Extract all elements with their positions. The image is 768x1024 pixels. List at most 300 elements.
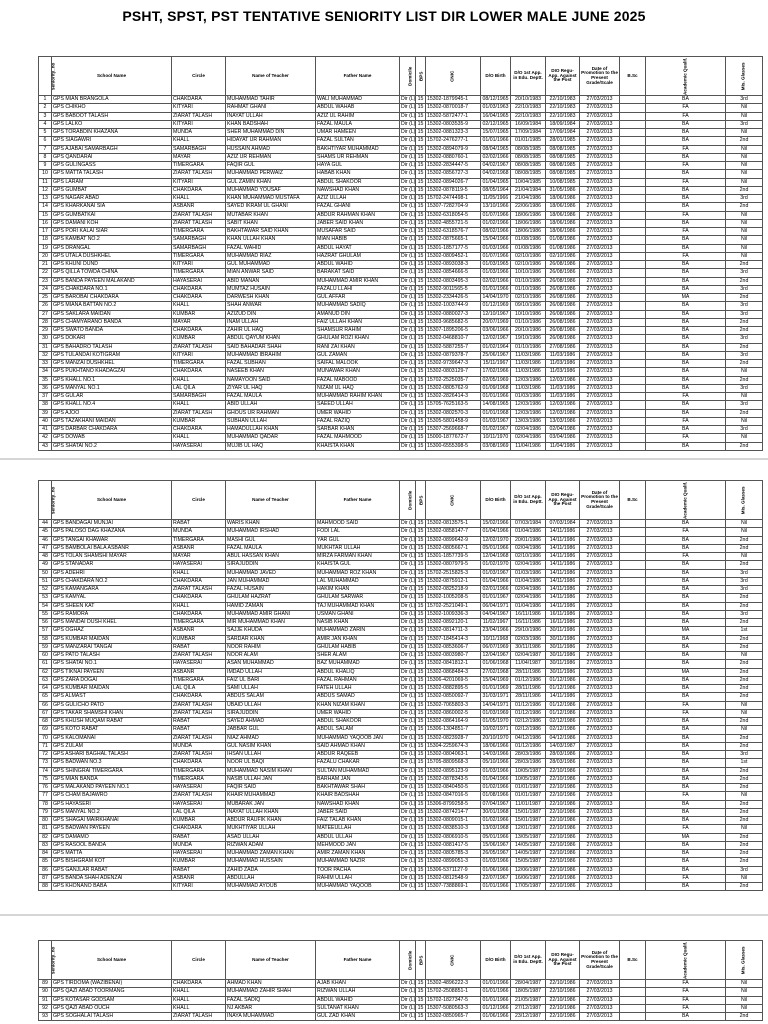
cell-teacher: SIRAJUDDIN [226, 561, 316, 569]
page-title: PSHT, SPST, PST TENTATIVE SENIORITY LIST DIR LOWER MALE JUNE 2025 [122, 8, 646, 24]
cell-domicile: Dir (L) [401, 335, 416, 342]
cell-dor: 22/10/1986 [546, 1013, 580, 1021]
cell-school: GPS BADWAN NO.3 [52, 759, 172, 767]
cell-teacher: RIZWAN ADAM [226, 841, 316, 849]
cell-dor: 27/08/1986 [546, 343, 580, 351]
cell-bsc [620, 561, 646, 569]
cell-sno: 90 [39, 988, 52, 996]
cell-bsc [620, 1004, 646, 1012]
cell-circle: KHALL [172, 137, 226, 145]
cell-dor: 26/08/1986 [546, 285, 580, 293]
cell-circle: CHAKDARA [172, 610, 226, 618]
cell-domicile: Dir (L) [401, 996, 416, 1003]
cell-dob: 01/01/1968 [481, 409, 511, 417]
cell-doa: 02/10/1986 [511, 252, 546, 260]
cell-cnic: 15301-1857739-5 [426, 553, 481, 561]
cell-dob: 01/04/1966 [481, 775, 511, 783]
cell-glasses: Nil [726, 701, 763, 709]
header-label: D/O 1st App. in Edu. Deptt. [513, 70, 543, 80]
cell-teacher: AHMAD KHAN [226, 980, 316, 988]
cell-dob: 17/02/1966 [481, 368, 511, 376]
cell-sno: 57 [39, 627, 52, 635]
cell-sno: 73 [39, 759, 52, 767]
cell-father: MUHAMMAD ROZ KHAN [316, 569, 400, 577]
cell-dob: 18/06/1966 [481, 742, 511, 750]
cell-glasses: 3rd [726, 610, 763, 618]
cell-academic: BA [646, 660, 726, 668]
cell-sno: 66 [39, 701, 52, 709]
cell-teacher: MUJIB UL HAQ [226, 442, 316, 450]
cell-circle: ZIARAT TALASH [172, 112, 226, 120]
cell-father: KHAISTA GUL [316, 561, 400, 569]
cell-sno: 30 [39, 335, 52, 343]
cell-dob: 02/02/1966 [481, 153, 511, 161]
cell-school: GPS RAMORA [52, 610, 172, 618]
cell-domicile: Dir (L) [401, 980, 416, 987]
cell-dob: 08/02/1966 [481, 228, 511, 236]
cell-academic: BA [646, 195, 726, 203]
header-col-dop [580, 481, 620, 520]
cell-doa: 23/12/1987 [511, 1013, 546, 1021]
header-col-dob [481, 481, 511, 520]
cell-sno: 58 [39, 635, 52, 643]
cell-bps: 15 [416, 980, 426, 988]
cell-bsc [620, 269, 646, 277]
cell-school: GPS PUKHTANO KHADAGZAI [52, 368, 172, 376]
cell-father: ABDUL WAHID [316, 261, 400, 269]
cell-dor: 14/11/1986 [546, 577, 580, 585]
cell-doa: 21/05/1987 [511, 996, 546, 1004]
cell-teacher: FAZAL MAULA [226, 393, 316, 401]
cell-glasses: 3rd [726, 351, 763, 359]
cell-school: GPS MANYAL NO.2 [52, 808, 172, 816]
cell-dop: 27/03/2013 [580, 569, 620, 577]
cell-father: UMER WAHID [316, 709, 400, 717]
cell-dor: 22/10/1986 [546, 841, 580, 849]
cell-doa: 01/01/1987 [511, 784, 546, 792]
cell-glasses: 2nd [726, 186, 763, 194]
cell-academic: BA [646, 277, 726, 285]
cell-glasses: Nil [726, 252, 763, 260]
table-row [39, 376, 763, 384]
cell-dob: 01/01/1966 [481, 996, 511, 1004]
seniority-sheet-3 [38, 940, 762, 1021]
cell-dop: 27/03/2013 [580, 261, 620, 269]
cell-school: GPS SAKLARA MAIDAN [52, 310, 172, 318]
cell-dob: 01/02/1966 [481, 219, 511, 227]
cell-cnic: 15702-2525035-7 [426, 376, 481, 384]
cell-father: KHAN NIZAM KHAN [316, 701, 400, 709]
cell-dob: 03/06/1966 [481, 327, 511, 335]
cell-cnic: 15302-0823928-7 [426, 734, 481, 742]
cell-doa: 16/09/1984 [511, 120, 546, 128]
cell-school: GPS OGHAZ [52, 627, 172, 635]
cell-bps: 15 [416, 668, 426, 676]
cell-dor: 02/12/1986 [546, 718, 580, 726]
cell-dob: 01/01/1966 [481, 980, 511, 988]
cell-bsc [620, 376, 646, 384]
cell-teacher: MIAN ANWAR SAID [226, 269, 316, 277]
cell-cnic: 15302-0807979-5 [426, 561, 481, 569]
cell-academic: BA [646, 269, 726, 277]
cell-dob: 06/07/1969 [481, 643, 511, 651]
cell-teacher: MASHI GUL [226, 536, 316, 544]
cell-dop: 27/03/2013 [580, 767, 620, 775]
cell-doa: 28/04/1987 [511, 980, 546, 988]
cell-circle: KUMBAR [172, 635, 226, 643]
cell-bps: 15 [416, 528, 426, 536]
cell-circle: ZIARAT TALASH [172, 586, 226, 594]
cell-bsc [620, 652, 646, 660]
cell-doa: 11/03/1986 [511, 368, 546, 376]
table-row [39, 153, 763, 161]
cell-bsc [620, 800, 646, 808]
cell-dob: 01/07/1966 [481, 211, 511, 219]
cell-dob: 01/01/1966 [481, 393, 511, 401]
cell-circle: KHALL [172, 434, 226, 442]
header-label: Mis. Glasses [740, 486, 746, 514]
cell-sno: 54 [39, 602, 52, 610]
cell-glasses: 3rd [726, 302, 763, 310]
cell-domicile: Dir (L) [401, 660, 416, 667]
cell-school: GPS RASOOL BANDA [52, 841, 172, 849]
cell-dop: 27/03/2013 [580, 627, 620, 635]
cell-doa: 28/11/1986 [511, 693, 546, 701]
cell-circle: ZIARAT TALASH [172, 734, 226, 742]
cell-academic: BA [646, 442, 726, 450]
cell-father: USMAN GHANI [316, 610, 400, 618]
cell-bps: 15 [416, 775, 426, 783]
table-row [39, 186, 763, 194]
cell-teacher: FAQIR SAID [226, 784, 316, 792]
cell-domicile: Dir (L) [401, 211, 416, 218]
header-label: DIO Regu-App. Against the Post [548, 952, 577, 967]
header-label: Circle [192, 72, 205, 78]
cell-cnic: 15307-1895206-5 [426, 327, 481, 335]
cell-dor: 11/03/1986 [546, 384, 580, 392]
cell-domicile: Dir (L) [401, 228, 416, 235]
cell-sno: 91 [39, 996, 52, 1004]
cell-academic: BA [646, 610, 726, 618]
cell-circle: RABAT [172, 718, 226, 726]
cell-domicile: Dir (L) [401, 145, 416, 152]
cell-domicile: Dir (L) [401, 96, 416, 103]
cell-bps: 15 [416, 277, 426, 285]
cell-dor: 31/05/1986 [546, 186, 580, 194]
cell-bps: 15 [416, 1013, 426, 1021]
cell-domicile: Dir (L) [401, 536, 416, 543]
cell-father: TOOR PACHA [316, 866, 400, 874]
cell-circle: ZIARAT TALASH [172, 709, 226, 717]
cell-teacher: KHAIR MUHAMMAD [226, 792, 316, 800]
cell-sno: 2 [39, 104, 52, 112]
cell-cnic: 15702-2476277-1 [426, 137, 481, 145]
cell-father: SHER ALAM [316, 652, 400, 660]
cell-teacher: GUL MUHAMMAD [226, 261, 316, 269]
cell-dop: 27/03/2013 [580, 186, 620, 194]
cell-father: BAKHTAWAR SHAH [316, 784, 400, 792]
cell-school: GPS ZULAM [52, 742, 172, 750]
cell-father: MUHAMMAD YAQOOB [316, 883, 400, 891]
cell-academic: BA [646, 569, 726, 577]
cell-circle: MAYAR [172, 553, 226, 561]
cell-dop: 27/03/2013 [580, 784, 620, 792]
cell-glasses: 2nd [726, 137, 763, 145]
cell-bsc [620, 536, 646, 544]
table-row [39, 401, 763, 409]
cell-bsc [620, 368, 646, 376]
cell-bps: 15 [416, 693, 426, 701]
cell-doa: 13/05/1987 [511, 833, 546, 841]
cell-father: ABDUS SAMAD [316, 693, 400, 701]
cell-dop: 27/03/2013 [580, 434, 620, 442]
cell-academic: BA [646, 536, 726, 544]
cell-teacher: NASIB ULLAH JAN [226, 775, 316, 783]
cell-sno: 50 [39, 569, 52, 577]
cell-cnic: 15702-2515825-3 [426, 569, 481, 577]
cell-domicile: Dir (L) [401, 742, 416, 749]
cell-cnic: 15702-2508851-1 [426, 988, 481, 996]
cell-teacher: MUHAMMAD PERWAIZ [226, 170, 316, 178]
cell-sno: 18 [39, 236, 52, 244]
cell-cnic: 15302-0841812-1 [426, 660, 481, 668]
cell-domicile: Dir (L) [401, 186, 416, 193]
cell-father: YAR GUL [316, 536, 400, 544]
cell-bsc [620, 980, 646, 988]
cell-cnic: 15302-0825218-9 [426, 586, 481, 594]
cell-bsc [620, 219, 646, 227]
cell-teacher: MUHAMMAD ZAMAN KHAN [226, 850, 316, 858]
cell-school: GPS PALOSO DAG KHAZANA [52, 528, 172, 536]
table-row [39, 434, 763, 442]
cell-bps: 15 [416, 145, 426, 153]
cell-circle: KITYARI [172, 261, 226, 269]
cell-cnic: 15302-1003744-9 [426, 302, 481, 310]
cell-domicile: Dir (L) [401, 112, 416, 119]
cell-teacher: ABDULLAH [226, 874, 316, 882]
cell-bps: 15 [416, 858, 426, 866]
cell-dob: 06/04/1971 [481, 602, 511, 610]
cell-circle: KHALL [172, 302, 226, 310]
cell-school: GPS BABOOT TALASH [52, 112, 172, 120]
cell-cnic: 15302-0878343-5 [426, 775, 481, 783]
cell-circle: CHAKDARA [172, 577, 226, 585]
cell-domicile: Dir (L) [401, 236, 416, 243]
cell-academic: BA [646, 586, 726, 594]
cell-dob: 08/05/1964 [481, 186, 511, 194]
cell-bps: 15 [416, 767, 426, 775]
header-col-bps [416, 481, 426, 520]
cell-teacher: INAYAT ULLAH [226, 112, 316, 120]
cell-sno: 76 [39, 784, 52, 792]
cell-father: KHAISTA KHAN [316, 442, 400, 450]
cell-sno: 60 [39, 652, 52, 660]
cell-glasses: Nil [726, 980, 763, 988]
cell-glasses: 2nd [726, 784, 763, 792]
cell-dop: 27/03/2013 [580, 170, 620, 178]
cell-dop: 27/03/2013 [580, 577, 620, 585]
cell-glasses: 2nd [726, 277, 763, 285]
table-row [39, 170, 763, 178]
cell-school: GPS BANDAGAI MUNJAI [52, 520, 172, 528]
table-row [39, 874, 763, 882]
cell-circle: ASBANR [172, 544, 226, 552]
cell-domicile: Dir (L) [401, 668, 416, 675]
cell-bps: 15 [416, 228, 426, 236]
cell-circle: KUMBAR [172, 817, 226, 825]
cell-circle: KHALL [172, 195, 226, 203]
cell-dor: 14/11/1986 [546, 602, 580, 610]
cell-circle: ZIARAT TALASH [172, 211, 226, 219]
cell-academic: BA [646, 652, 726, 660]
table-row [39, 800, 763, 808]
cell-bps: 15 [416, 137, 426, 145]
cell-cnic: 15302-7065803-3 [426, 701, 481, 709]
cell-school: GPS AJOO [52, 409, 172, 417]
cell-dop: 27/03/2013 [580, 520, 620, 528]
cell-circle: LAL QILA [172, 685, 226, 693]
cell-sno: 67 [39, 709, 52, 717]
cell-dor: 22/10/1986 [546, 767, 580, 775]
cell-doa: 15/05/1987 [511, 858, 546, 866]
table-row [39, 833, 763, 841]
cell-dop: 27/03/2013 [580, 195, 620, 203]
cell-bsc [620, 261, 646, 269]
cell-bps: 15 [416, 442, 426, 450]
cell-glasses: 3rd [726, 195, 763, 203]
cell-circle: CHAKDARA [172, 368, 226, 376]
header-col-father [316, 57, 400, 96]
cell-dob: 12/02/1967 [481, 335, 511, 343]
cell-academic: FA [646, 553, 726, 561]
cell-bps: 15 [416, 285, 426, 293]
cell-sno: 87 [39, 874, 52, 882]
cell-glasses: 3rd [726, 577, 763, 585]
cell-bps: 15 [416, 676, 426, 684]
cell-doa: 12/03/1986 [511, 401, 546, 409]
cell-bps: 15 [416, 701, 426, 709]
cell-teacher: INAM ULLAH [226, 318, 316, 326]
cell-sno: 92 [39, 1004, 52, 1012]
cell-bps: 15 [416, 825, 426, 833]
cell-academic: FA [646, 1004, 726, 1012]
cell-bsc [620, 792, 646, 800]
cell-academic: BA [646, 261, 726, 269]
cell-bsc [620, 866, 646, 874]
cell-dop: 27/03/2013 [580, 120, 620, 128]
cell-bsc [620, 426, 646, 434]
cell-dob: 12/04/1967 [481, 652, 511, 660]
cell-bps: 15 [416, 261, 426, 269]
cell-academic: BA [646, 170, 726, 178]
cell-dor: 26/08/1986 [546, 327, 580, 335]
cell-father: AJAB KHAN [316, 980, 400, 988]
cell-circle: TIMERGARA [172, 360, 226, 368]
cell-sno: 17 [39, 228, 52, 236]
cell-domicile: Dir (L) [401, 850, 416, 857]
cell-dop: 27/03/2013 [580, 792, 620, 800]
cell-teacher: ABUL HASSAN KHAN [226, 553, 316, 561]
cell-father: MEHMOOD JAN [316, 841, 400, 849]
cell-bps: 15 [416, 195, 426, 203]
cell-academic: FA [646, 162, 726, 170]
cell-academic: FA [646, 145, 726, 153]
cell-doa: 18/06/1986 [511, 219, 546, 227]
cell-dor: 01/12/1986 [546, 701, 580, 709]
table-row [39, 718, 763, 726]
cell-cnic: 15302-6318576-7 [426, 228, 481, 236]
table-row [39, 528, 763, 536]
cell-dor: 22/10/1986 [546, 817, 580, 825]
cell-bsc [620, 520, 646, 528]
cell-dob: 01/02/1964 [481, 343, 511, 351]
cell-teacher: AZIZUD DIN [226, 310, 316, 318]
cell-dop: 27/03/2013 [580, 586, 620, 594]
cell-doa: 11/01/1987 [511, 800, 546, 808]
cell-dop: 27/03/2013 [580, 883, 620, 891]
cell-school: GPS ALMAST [52, 693, 172, 701]
cell-dob: 12/02/1970 [481, 536, 511, 544]
cell-dor: 12/03/1986 [546, 401, 580, 409]
cell-domicile: Dir (L) [401, 310, 416, 317]
cell-teacher: HAMADULLAH KHAN [226, 426, 316, 434]
cell-domicile: Dir (L) [401, 269, 416, 276]
cell-dob: 01/12/1969 [481, 302, 511, 310]
cell-dop: 27/03/2013 [580, 602, 620, 610]
cell-bps: 15 [416, 1004, 426, 1012]
cell-sno: 56 [39, 619, 52, 627]
cell-bps: 15 [416, 252, 426, 260]
cell-doa: 01/12/1986 [511, 709, 546, 717]
header-label: Date of Promotion to the Present Grade/Scale [581, 489, 618, 509]
cell-dor: 22/10/1986 [546, 858, 580, 866]
cell-dob: 23/04/1966 [481, 627, 511, 635]
table-header-row [39, 941, 763, 980]
cell-bsc [620, 409, 646, 417]
cell-dor: 30/11/1986 [546, 668, 580, 676]
cell-domicile: Dir (L) [401, 627, 416, 634]
cell-bsc [620, 759, 646, 767]
cell-sno: 51 [39, 577, 52, 585]
cell-academic: FA [646, 792, 726, 800]
cell-bsc [620, 335, 646, 343]
cell-father: SULTANAT KHAN [316, 1004, 400, 1012]
cell-sno: 3 [39, 112, 52, 120]
cell-teacher: JABBAR GUL [226, 726, 316, 734]
cell-bps: 15 [416, 327, 426, 335]
cell-father: AMIR ZAMAN KHAN [316, 850, 400, 858]
cell-academic: BA [646, 676, 726, 684]
cell-bps: 15 [416, 343, 426, 351]
cell-father: UMER WAHID [316, 409, 400, 417]
header-label: Domicile [407, 490, 413, 510]
cell-sno: 59 [39, 643, 52, 651]
page-divider [0, 458, 768, 460]
cell-dor: 22/10/1986 [546, 825, 580, 833]
table-row [39, 668, 763, 676]
cell-bps: 15 [416, 384, 426, 392]
cell-sno: 21 [39, 261, 52, 269]
cell-doa: 02/04/1986 [511, 544, 546, 552]
cell-dop: 27/03/2013 [580, 536, 620, 544]
cell-bsc [620, 137, 646, 145]
cell-domicile: Dir (L) [401, 874, 416, 881]
cell-academic: FA [646, 434, 726, 442]
cell-sno: 63 [39, 676, 52, 684]
cell-academic: BA [646, 594, 726, 602]
cell-circle: ASBANR [172, 203, 226, 211]
cell-academic: BA [646, 734, 726, 742]
